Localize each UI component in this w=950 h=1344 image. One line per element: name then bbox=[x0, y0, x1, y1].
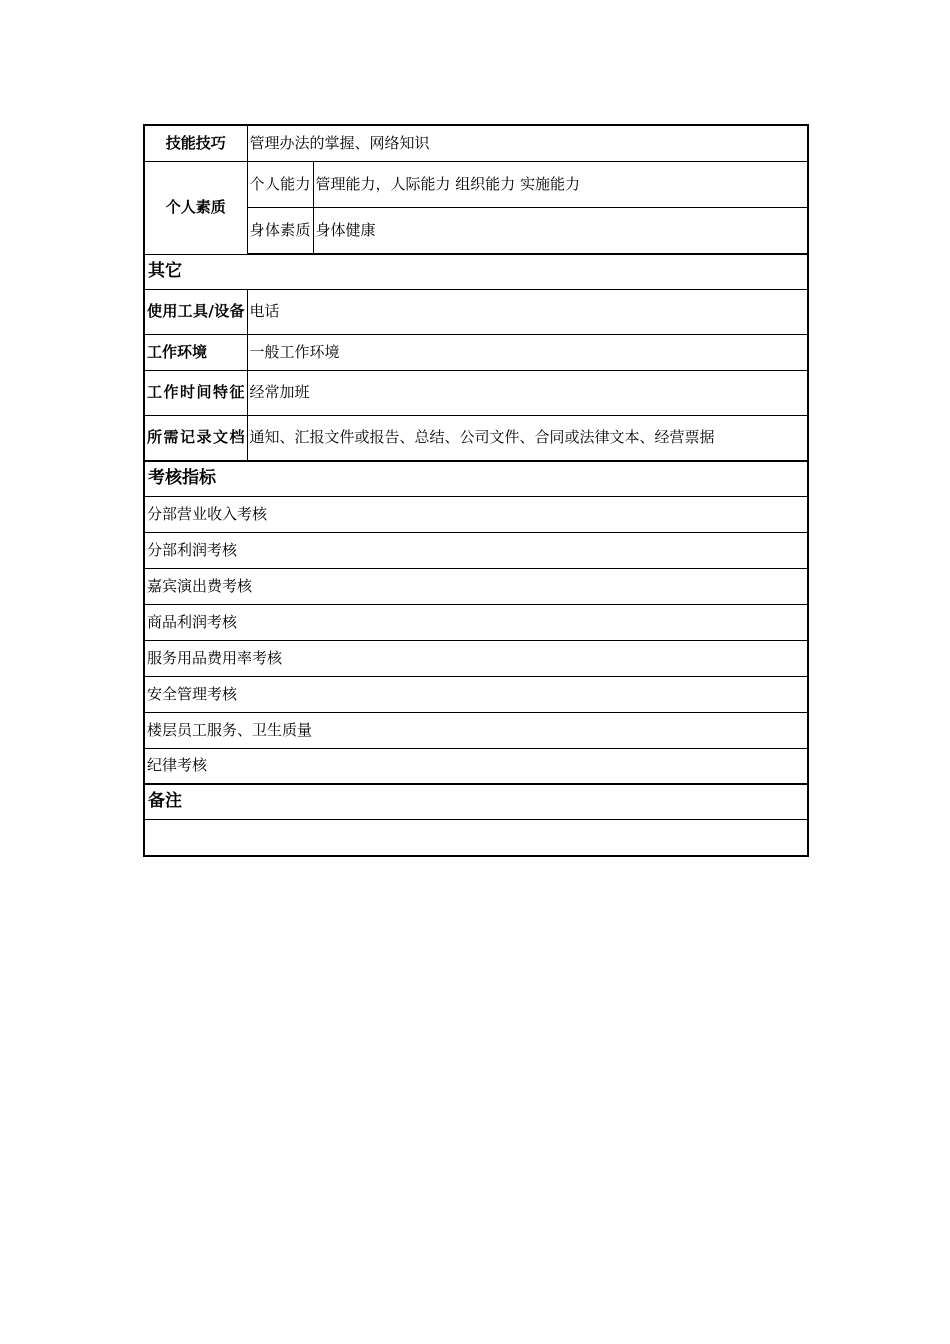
assessment-title: 考核指标 bbox=[144, 461, 808, 496]
assessment-item-row bbox=[144, 712, 808, 748]
other-header-row bbox=[144, 254, 808, 289]
personal-ability-value: 管理能力，人际能力 组织能力 实施能力 bbox=[313, 161, 808, 207]
skills-label: 技能技巧 bbox=[144, 125, 247, 161]
other-title: 其它 bbox=[144, 254, 808, 289]
remarks-row bbox=[144, 819, 808, 856]
assessment-item-row bbox=[144, 640, 808, 676]
other-row bbox=[144, 415, 808, 461]
assessment-item-row bbox=[144, 568, 808, 604]
assessment-item: 楼层员工服务、卫生质量 bbox=[144, 712, 808, 748]
other-row-label: 所需记录文档 bbox=[144, 415, 247, 461]
personal-ability-row bbox=[144, 161, 808, 207]
other-row-label: 使用工具/设备 bbox=[144, 289, 247, 334]
other-row bbox=[144, 289, 808, 334]
other-row-label: 工作环境 bbox=[144, 334, 247, 370]
other-row-label: 工作时间特征 bbox=[144, 370, 247, 415]
assessment-item-row bbox=[144, 532, 808, 568]
assessment-item: 嘉宾演出费考核 bbox=[144, 568, 808, 604]
other-row-value: 一般工作环境 bbox=[247, 334, 808, 370]
personal-ability-label: 个人能力 bbox=[247, 161, 313, 207]
assessment-header-row bbox=[144, 461, 808, 496]
remarks-title: 备注 bbox=[144, 784, 808, 819]
assessment-item-row bbox=[144, 748, 808, 784]
assessment-item: 服务用品费用率考核 bbox=[144, 640, 808, 676]
personal-physical-value: 身体健康 bbox=[313, 207, 808, 254]
assessment-item: 分部利润考核 bbox=[144, 532, 808, 568]
assessment-item: 商品利润考核 bbox=[144, 604, 808, 640]
other-row bbox=[144, 370, 808, 415]
assessment-item: 纪律考核 bbox=[144, 748, 808, 784]
remarks-value bbox=[144, 819, 808, 856]
other-row-value: 经常加班 bbox=[247, 370, 808, 415]
assessment-item: 安全管理考核 bbox=[144, 676, 808, 712]
assessment-item-row bbox=[144, 676, 808, 712]
remarks-header-row bbox=[144, 784, 808, 819]
personal-label: 个人素质 bbox=[144, 161, 247, 254]
job-description-table bbox=[143, 124, 809, 857]
assessment-item-row bbox=[144, 496, 808, 532]
other-row-value: 电话 bbox=[247, 289, 808, 334]
skills-value: 管理办法的掌握、网络知识 bbox=[247, 125, 808, 161]
other-row bbox=[144, 334, 808, 370]
assessment-item: 分部营业收入考核 bbox=[144, 496, 808, 532]
assessment-item-row bbox=[144, 604, 808, 640]
skills-row bbox=[144, 125, 808, 161]
other-row-value: 通知、汇报文件或报告、总结、公司文件、合同或法律文本、经营票据 bbox=[247, 415, 808, 461]
personal-physical-label: 身体素质 bbox=[247, 207, 313, 254]
